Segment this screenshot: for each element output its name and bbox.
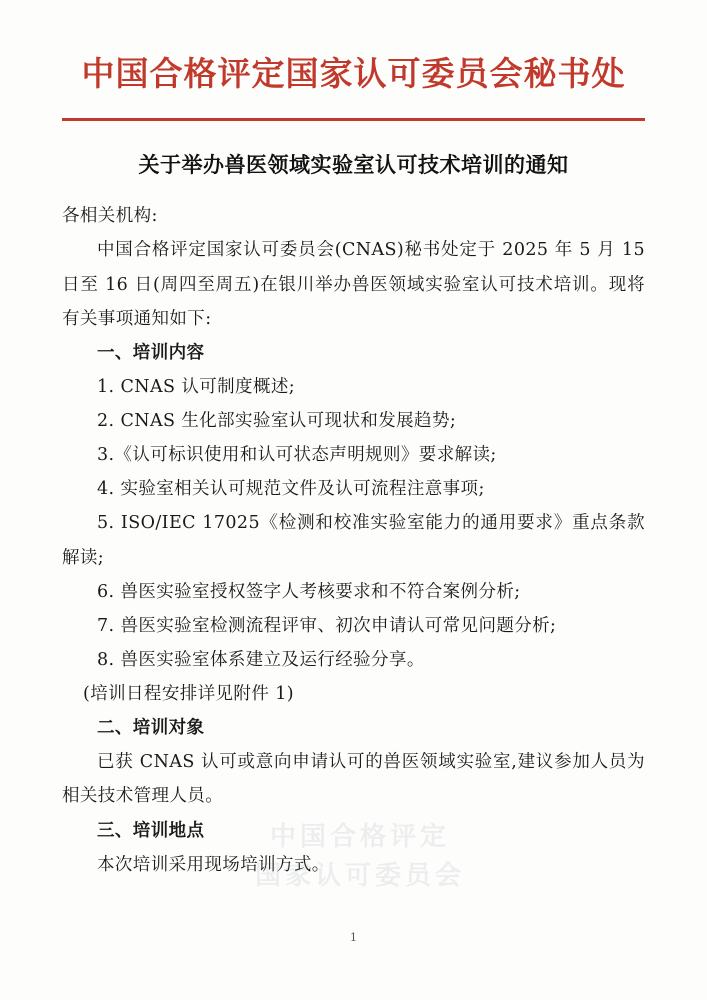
section-heading-1: 一、培训内容 [97, 342, 205, 363]
section-heading-2: 二、培训对象 [97, 718, 205, 739]
section-paragraph-3: 本次培训采用现场培训方式。 [97, 854, 330, 875]
letterhead-organization: 中国合格评定国家认可委员会秘书处 [81, 54, 626, 93]
letterhead-divider [62, 118, 645, 121]
document-body [62, 199, 645, 882]
list-item: 4. 实验室相关认可规范文件及认可流程注意事项; [97, 479, 485, 500]
document-title: 关于举办兽医领域实验室认可技术培训的通知 [138, 152, 569, 178]
list-item: 6. 兽医实验室授权签字人考核要求和不符合案例分析; [97, 581, 521, 602]
list-item: 8. 兽医实验室体系建立及运行经验分享。 [97, 649, 425, 670]
schedule-note: (培训日程安排详见附件 1) [83, 684, 294, 705]
salutation: 各相关机构: [62, 206, 158, 227]
section-heading-3: 三、培训地点 [97, 820, 205, 841]
list-item: 5. ISO/IEC 17025《检测和校准实验室能力的通用要求》重点条款解读; [62, 513, 645, 568]
list-item: 1. CNAS 认可制度概述; [97, 376, 296, 397]
intro-paragraph: 中国合格评定国家认可委员会(CNAS)秘书处定于 2025 年 5 月 15 日至 16 日(周四至周五)在银川举办兽医领域实验室认可技术培训。现将有关事项通知如下: [62, 240, 645, 329]
list-item: 3.《认可标识使用和认可状态声明规则》要求解读; [97, 445, 497, 466]
list-item: 2. CNAS 生化部实验室认可现状和发展趋势; [97, 411, 457, 432]
section-paragraph-2: 已获 CNAS 认可或意向申请认可的兽医领域实验室,建议参加人员为相关技术管理人员。 [62, 752, 645, 807]
list-item: 7. 兽医实验室检测流程评审、初次申请认可常见问题分析; [97, 615, 557, 636]
letterhead [62, 0, 645, 121]
watermark: 中国合格评定 国家认可委员会 [254, 822, 465, 891]
page-number: 1 [350, 931, 357, 944]
